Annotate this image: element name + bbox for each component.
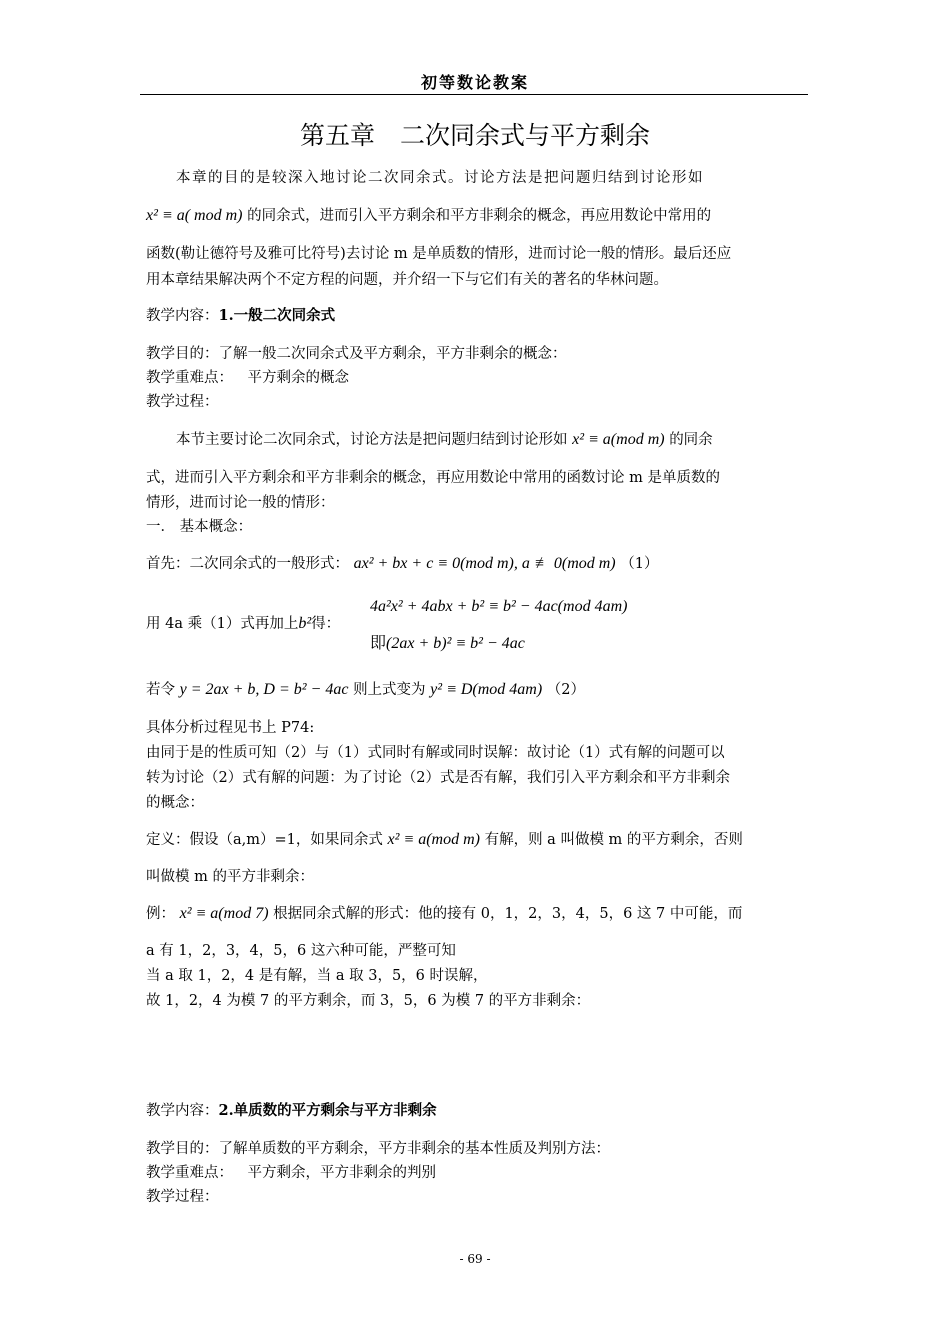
general-form-number: （1） (620, 556, 659, 572)
chapter-title: 第五章 二次同余式与平方剩余 (299, 121, 650, 150)
multiply-line (146, 614, 340, 634)
body-p1-tail: 的同余 (669, 432, 713, 448)
example-line-3: 当 a 取 1，2，4 是有解，当 a 取 3，5，6 时误解， (146, 968, 488, 984)
intro-line-4: 用本章结果解决两个不定方程的问题，并介绍一下与它们有关的著名的华林问题。 (146, 272, 668, 288)
example-text-a: 例： (146, 906, 175, 922)
body-p1-line3: 情形，进而讨论一般的情形： (146, 495, 335, 511)
section2-goal-value: 了解单质数的平方剩余，平方非剩余的基本性质及判别方法： (218, 1141, 610, 1157)
body-p1-line2: 式，进而引入平方剩余和平方非剩余的概念，再应用数论中常用的函数讨论 m 是单质数的 (146, 470, 720, 486)
definition-formula: x² ≡ a(mod m) (387, 831, 480, 848)
derived-equation-b-prefix: 即 (370, 635, 387, 652)
body-p1-text: 本节主要讨论二次同余式，讨论方法是把问题归结到讨论形如 (176, 432, 568, 448)
section1-content-value: 1.一般二次同余式 (218, 307, 336, 324)
reason-line-2: 转为讨论（2）式有解的问题：为了讨论（2）式是否有解，我们引入平方剩余和平方非剩余 (146, 770, 730, 786)
general-form-line (146, 554, 658, 574)
section2-key (146, 1163, 436, 1183)
example-formula: x² ≡ a(mod 7) (179, 905, 269, 922)
see-book-line: 具体分析过程见书上 P74: (146, 720, 315, 736)
general-form-label: 首先：二次同余式的一般形式： (146, 556, 349, 572)
section1-goal (146, 344, 567, 364)
general-form-formula: ax² + bx + c ≡ 0(mod m), a ≢ 0(mod m) (353, 555, 616, 572)
intro-line-1: 本章的目的是较深入地讨论二次同余式。讨论方法是把问题归结到讨论形如 (176, 170, 704, 186)
basic-concept-heading: 一． 基本概念： (146, 519, 253, 535)
substitution-number: （2） (546, 682, 586, 698)
section2-content-value: 2.单质数的平方剩余与平方非剩余 (218, 1102, 437, 1119)
body-p1-line1 (176, 430, 713, 450)
section2-key-value: 平方剩余，平方非剩余的判别 (247, 1165, 436, 1181)
intro-line-2 (146, 206, 711, 226)
section2-content-label: 教学内容： (146, 1103, 219, 1119)
section1-key-label: 教学重难点： (146, 370, 233, 386)
section1-key-value: 平方剩余的概念 (247, 370, 349, 386)
substitution-mid: 则上式变为 (353, 682, 426, 698)
example-text-b: 根据同余式解的形式：他的接有 0，1，2，3，4，5，6 这 7 中可能，而 (273, 906, 743, 922)
section1-goal-label: 教学目的： (146, 346, 219, 362)
reason-line-3: 的概念： (146, 795, 204, 811)
substitution-line (146, 680, 585, 700)
intro-formula: x² ≡ a( mod m) (146, 207, 243, 224)
example-line-2: a 有 1，2，3，4，5，6 这六种可能，严整可知 (146, 943, 456, 959)
section2-process: 教学过程： (146, 1189, 219, 1205)
substitution-prefix: 若令 (146, 682, 175, 698)
substitution-formula-2: y² ≡ D(mod 4am) (430, 681, 543, 698)
definition-line-2: 叫做模 m 的平方非剩余： (146, 869, 314, 885)
multiply-b2: b² (298, 615, 312, 632)
example-line-1 (146, 904, 742, 924)
section2-goal-label: 教学目的： (146, 1141, 219, 1157)
section2-key-label: 教学重难点： (146, 1165, 233, 1181)
section1-content-label: 教学内容： (146, 308, 219, 324)
definition-line-1 (146, 830, 743, 850)
intro-line-2-text: 的同余式，进而引入平方剩余和平方非剩余的概念，再应用数论中常用的 (247, 208, 712, 224)
reason-line-1: 由同于是的性质可知（2）与（1）式同时有解或同时误解：故讨论（1）式有解的问题可以 (146, 745, 725, 761)
multiply-text-b: 得： (311, 616, 341, 632)
derived-equation-b-line (370, 630, 525, 653)
body-p1-formula: x² ≡ a(mod m) (572, 431, 665, 448)
page-number: - 69 - (459, 1252, 491, 1266)
definition-text-a: 定义：假设（a,m）=1，如果同余式 (146, 832, 383, 848)
header-rule (140, 94, 808, 95)
section1-process: 教学过程： (146, 394, 219, 410)
running-header: 初等数论教案 (420, 73, 529, 92)
example-line-4: 故 1，2，4 为模 7 的平方剩余，而 3，5，6 为模 7 的平方非剩余： (146, 993, 591, 1009)
section2-content (146, 1101, 437, 1121)
multiply-text-a: 用 4a 乘（1）式再加上 (146, 616, 299, 632)
section1-key (146, 368, 349, 388)
section2-goal (146, 1139, 610, 1159)
derived-equation-a: 4a²x² + 4abx + b² ≡ b² − 4ac(mod 4am) (370, 598, 628, 615)
definition-text-b: 有解，则 a 叫做模 m 的平方剩余，否则 (484, 832, 743, 848)
intro-line-3: 函数(勒让德符号及雅可比符号)去讨论 m 是单质数的情形，进而讨论一般的情形。最后还应 (146, 246, 732, 262)
substitution-formula: y = 2ax + b, D = b² − 4ac (179, 681, 349, 698)
derived-equation-b: (2ax + b)² ≡ b² − 4ac (386, 635, 525, 652)
section1-goal-value: 了解一般二次同余式及平方剩余，平方非剩余的概念： (218, 346, 567, 362)
section1-content (146, 306, 335, 326)
